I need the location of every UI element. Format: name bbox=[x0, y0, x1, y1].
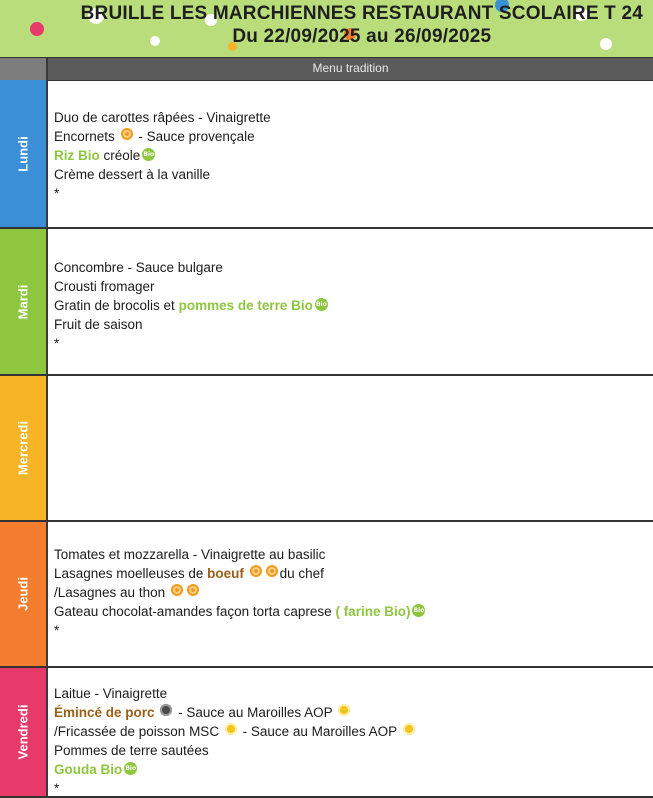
column-header-bar bbox=[0, 57, 653, 81]
label-orange-icon bbox=[187, 584, 199, 596]
dish-text: /Lasagnes au thon bbox=[54, 585, 166, 600]
dish-highlight: Émincé de porc bbox=[54, 705, 155, 720]
dish-text: créole bbox=[103, 148, 141, 163]
dish-text: Lasagnes moelleuses de bbox=[54, 566, 204, 581]
bio-icon: Bio bbox=[142, 148, 155, 161]
dish-text: - Sauce au Maroilles AOP bbox=[242, 724, 397, 739]
dish-text: Laitue - Vinaigrette bbox=[54, 686, 168, 701]
bio-highlight: pommes de terre Bio bbox=[178, 298, 313, 313]
dish-text: Crème dessert à la vanille bbox=[54, 167, 211, 182]
menu-item bbox=[54, 545, 647, 564]
dish-text: * bbox=[54, 336, 60, 351]
header-corner-cell bbox=[0, 58, 46, 80]
dish-text: Gateau chocolat-amandes façon torta caprese bbox=[54, 604, 332, 619]
day-label-cell bbox=[0, 668, 46, 796]
day-name: Vendredi bbox=[15, 704, 31, 760]
dish-text: * bbox=[54, 623, 60, 638]
day-name: Lundi bbox=[15, 135, 31, 172]
day-label-cell bbox=[0, 80, 46, 227]
menu-header bbox=[0, 0, 653, 57]
menu-item bbox=[54, 583, 647, 602]
menu-item bbox=[54, 760, 647, 779]
dish-text: Duo de carottes râpées - Vinaigrette bbox=[54, 110, 271, 125]
day-row-lundi bbox=[0, 80, 653, 229]
bio-icon: Bio bbox=[315, 298, 328, 311]
dish-text: - Sauce provençale bbox=[138, 129, 255, 144]
day-name: Mercredi bbox=[15, 420, 31, 476]
title-date-range: Du 22/09/2025 au 26/09/2025 bbox=[232, 26, 492, 47]
label-orange-icon bbox=[171, 584, 183, 596]
label-orange-icon bbox=[121, 128, 133, 140]
menu-item bbox=[54, 722, 647, 741]
column-divider bbox=[46, 668, 48, 796]
day-name: Jeudi bbox=[15, 577, 31, 611]
label-yellow-icon bbox=[225, 723, 237, 735]
bio-highlight: Gouda Bio bbox=[54, 762, 123, 777]
label-yellow-icon bbox=[338, 704, 350, 716]
dish-text: Crousti fromager bbox=[54, 279, 155, 294]
dish-text: Concombre - Sauce bulgare bbox=[54, 260, 223, 275]
dish-text: Encornets bbox=[54, 129, 115, 144]
label-orange-icon bbox=[266, 565, 278, 577]
dish-text: * bbox=[54, 781, 60, 796]
menu-item bbox=[54, 108, 647, 127]
day-name: Mardi bbox=[15, 284, 31, 319]
column-title: Menu tradition bbox=[312, 61, 389, 75]
dish-text: * bbox=[54, 186, 60, 201]
day-row-vendredi bbox=[0, 668, 653, 798]
menu-item bbox=[54, 684, 647, 703]
menu-item bbox=[54, 334, 647, 353]
dish-text: du chef bbox=[279, 566, 324, 581]
menu-items bbox=[54, 684, 647, 798]
column-divider bbox=[46, 376, 48, 520]
day-row-mardi bbox=[0, 229, 653, 376]
column-divider bbox=[46, 522, 48, 666]
menu-item bbox=[54, 779, 647, 798]
dish-text: - Sauce au Maroilles AOP bbox=[178, 705, 333, 720]
dish-highlight: boeuf bbox=[207, 566, 244, 581]
menu-item bbox=[54, 621, 647, 640]
page-title bbox=[81, 2, 643, 48]
menu-item bbox=[54, 741, 647, 760]
menu-item bbox=[54, 277, 647, 296]
day-row-mercredi bbox=[0, 376, 653, 522]
day-label-cell bbox=[0, 522, 46, 666]
menu-items bbox=[54, 545, 647, 640]
menu-item bbox=[54, 602, 647, 621]
dish-text: Pommes de terre sautées bbox=[54, 743, 209, 758]
menu-item bbox=[54, 184, 647, 203]
dish-text: /Fricassée de poisson MSC bbox=[54, 724, 220, 739]
dish-text: Tomates et mozzarella - Vinaigrette au basilic bbox=[54, 547, 326, 562]
day-label-cell bbox=[0, 376, 46, 520]
bio-icon: Bio bbox=[124, 762, 137, 775]
bio-highlight: Riz Bio bbox=[54, 148, 100, 163]
bio-highlight: ( farine Bio) bbox=[335, 604, 411, 619]
day-label-cell bbox=[0, 229, 46, 374]
menu-items bbox=[54, 108, 647, 203]
menu-item bbox=[54, 165, 647, 184]
menu-item bbox=[54, 146, 647, 165]
label-orange-icon bbox=[250, 565, 262, 577]
title-school: BRUILLE LES MARCHIENNES RESTAURANT SCOLAIRE T 24 bbox=[80, 3, 643, 24]
column-divider bbox=[46, 229, 48, 374]
confetti-dot bbox=[30, 22, 44, 36]
menu-item bbox=[54, 127, 647, 146]
menu-items bbox=[54, 258, 647, 353]
bio-icon: Bio bbox=[412, 604, 425, 617]
pork-icon bbox=[160, 704, 172, 716]
menu-item bbox=[54, 258, 647, 277]
menu-item bbox=[54, 315, 647, 334]
dish-text: Fruit de saison bbox=[54, 317, 143, 332]
column-divider bbox=[46, 80, 48, 227]
menu-item bbox=[54, 564, 647, 583]
label-yellow-icon bbox=[403, 723, 415, 735]
menu-item bbox=[54, 296, 647, 315]
day-row-jeudi bbox=[0, 522, 653, 668]
menu-item bbox=[54, 703, 647, 722]
dish-text: Gratin de brocolis et bbox=[54, 298, 175, 313]
